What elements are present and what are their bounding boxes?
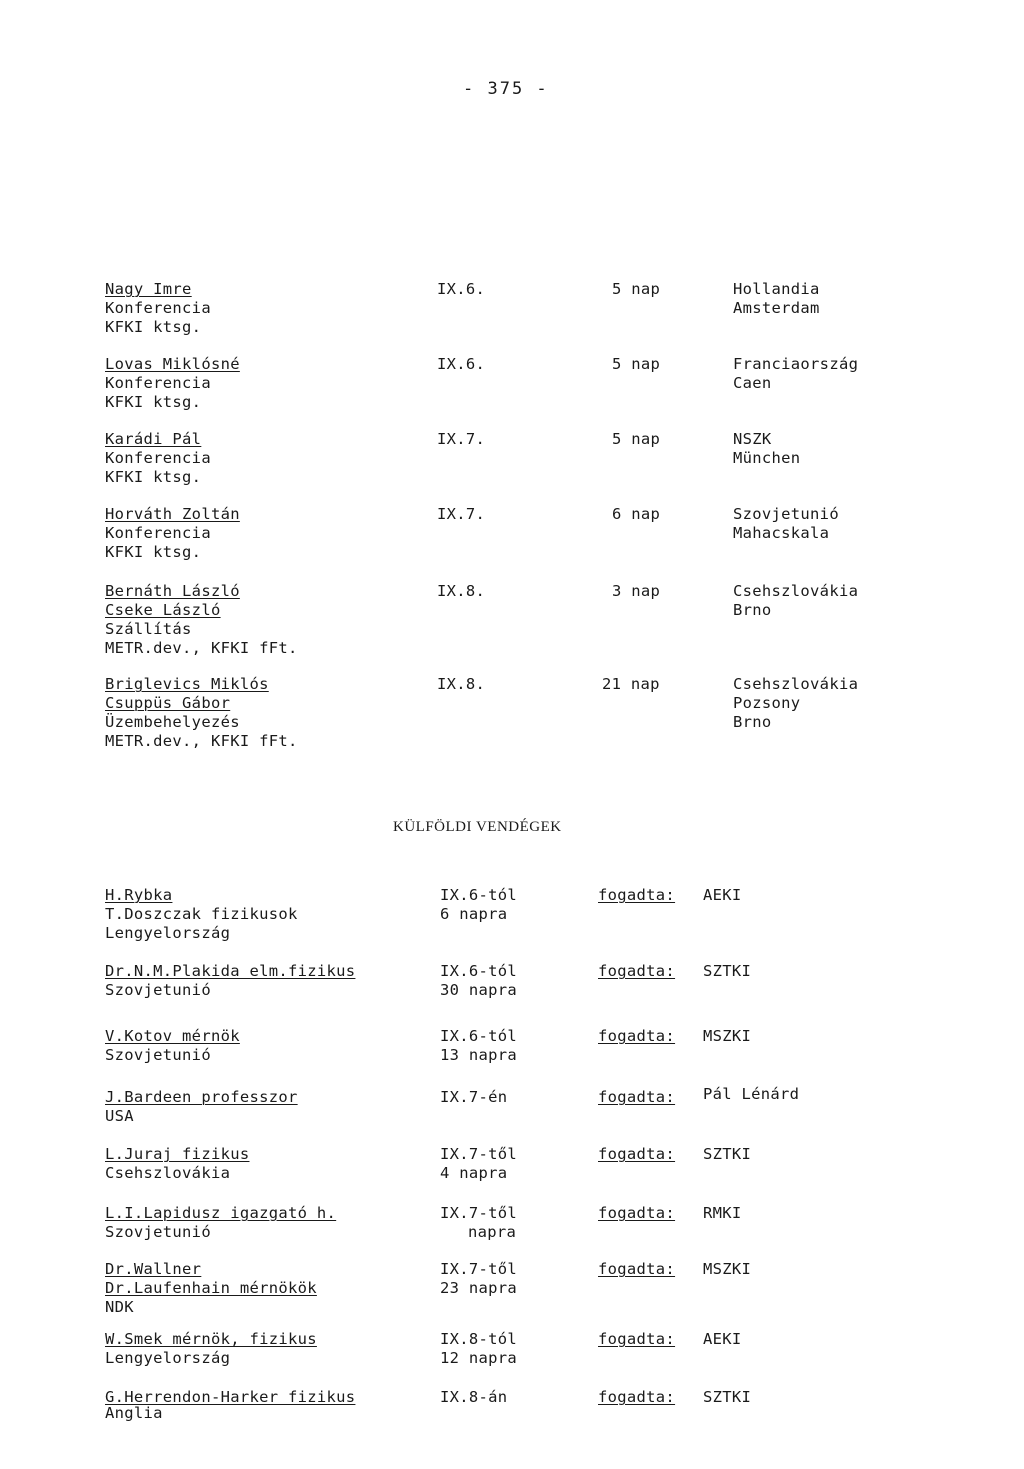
- guest-name: [105, 1145, 249, 1164]
- trip-duration: 5 nap: [612, 355, 661, 373]
- trip-purpose: Konferencia: [105, 299, 211, 317]
- trip-date: IX.7.: [437, 430, 486, 448]
- guest-name-text: Dr.N.M.Plakida elm.fizikus: [105, 962, 356, 980]
- host-value: MSZKI: [703, 1027, 752, 1045]
- trip-country: NSZK: [733, 430, 772, 448]
- trip-duration: 3 nap: [612, 582, 661, 600]
- guest-name-text: L.I.Lapidusz igazgató h.: [105, 1204, 337, 1222]
- guest-stay: 4 napra: [440, 1164, 508, 1182]
- guest-date: IX.6-tól: [440, 886, 518, 904]
- guest-date: IX.7-től: [440, 1204, 518, 1222]
- host-label: fogadta:: [598, 1088, 676, 1106]
- trip-city: Brno: [733, 601, 772, 619]
- trip-person: Csuppüs Gábor: [105, 694, 231, 712]
- trip-date: IX.8.: [437, 675, 486, 693]
- trip-funding: METR.dev., KFKI fFt.: [105, 639, 298, 657]
- host-label: fogadta:: [598, 1027, 676, 1045]
- trip-duration: 5 nap: [612, 430, 661, 448]
- trip-city: Caen: [733, 374, 772, 392]
- guest-stay: 30 napra: [440, 981, 518, 999]
- guest-name-text: Dr.Laufenhain mérnökök: [105, 1279, 317, 1297]
- host-value: Pál Lénárd: [703, 1085, 800, 1103]
- host-value: MSZKI: [703, 1260, 752, 1278]
- guest-name: J.Bardeen professzor: [105, 1088, 298, 1106]
- trip-city: Amsterdam: [733, 299, 820, 317]
- trip-purpose: Szállítás: [105, 620, 192, 638]
- trip-date: IX.7.: [437, 505, 486, 523]
- guest-name: H.Rybka: [105, 886, 173, 904]
- guest-stay: 23 napra: [440, 1279, 518, 1297]
- trip-funding: KFKI ktsg.: [105, 393, 202, 411]
- guest-country: Anglia: [105, 1404, 163, 1422]
- host-label: fogadta:: [598, 1388, 676, 1406]
- trip-person: Bernáth László: [105, 582, 240, 600]
- trip-date: IX.6.: [437, 280, 486, 298]
- trip-country: Franciaország: [733, 355, 859, 373]
- trip-country: Szovjetunió: [733, 505, 839, 523]
- trip-person: Karádi Pál: [105, 430, 202, 448]
- trip-city: München: [733, 449, 801, 467]
- host-value: AEKI: [703, 886, 742, 904]
- trip-duration: 5 nap: [612, 280, 661, 298]
- guest-country: Lengyelország: [105, 924, 231, 942]
- trip-city: Mahacskala: [733, 524, 830, 542]
- trip-person: Lovas Miklósné: [105, 355, 240, 373]
- guest-name-text: W.Smek mérnök, fizikus: [105, 1330, 317, 1348]
- guest-country: Szovjetunió: [105, 981, 211, 999]
- host-value: SZTKI: [703, 1388, 752, 1406]
- guest-country: NDK: [105, 1298, 134, 1316]
- guest-name-text: L.Juraj fizikus: [105, 1145, 250, 1163]
- trip-country: Csehszlovákia: [733, 675, 859, 693]
- trip-funding: METR.dev., KFKI fFt.: [105, 732, 298, 750]
- host-label: fogadta:: [598, 886, 676, 904]
- trip-date: IX.8.: [437, 582, 486, 600]
- section-title: KÜLFÖLDI VENDÉGEK: [393, 819, 562, 835]
- guest-date: IX.7-én: [440, 1088, 508, 1106]
- guest-date: IX.7-től: [440, 1145, 518, 1163]
- guest-stay: 12 napra: [440, 1349, 518, 1367]
- trip-funding: KFKI ktsg.: [105, 543, 202, 561]
- guest-name: [105, 1279, 317, 1298]
- guest-date: IX.6-tól: [440, 962, 518, 980]
- guest-country: Csehszlovákia: [105, 1164, 231, 1182]
- guest-name: [105, 1027, 240, 1046]
- guest-country: Szovjetunió: [105, 1046, 211, 1064]
- host-label: fogadta:: [598, 962, 676, 980]
- guest-date: IX.8-tól: [440, 1330, 518, 1348]
- trip-date: IX.6.: [437, 355, 486, 373]
- guest-date: IX.8-án: [440, 1388, 508, 1406]
- trip-person: Horváth Zoltán: [105, 505, 240, 523]
- trip-country: Csehszlovákia: [733, 582, 859, 600]
- trip-duration: 6 nap: [612, 505, 661, 523]
- trip-purpose: Üzembehelyezés: [105, 713, 240, 731]
- host-label: fogadta:: [598, 1330, 676, 1348]
- host-value: SZTKI: [703, 962, 752, 980]
- host-value: RMKI: [703, 1204, 742, 1222]
- page-number: - 375 -: [463, 79, 549, 99]
- guest-country: Lengyelország: [105, 1349, 231, 1367]
- host-label: fogadta:: [598, 1204, 676, 1222]
- trip-country: Hollandia: [733, 280, 820, 298]
- guest-name-text: V.Kotov mérnök: [105, 1027, 240, 1045]
- host-label: fogadta:: [598, 1145, 676, 1163]
- trip-person: Briglevics Miklós: [105, 675, 269, 693]
- guest-name: [105, 1204, 336, 1223]
- trip-person: Cseke László: [105, 601, 221, 619]
- trip-funding: KFKI ktsg.: [105, 318, 202, 336]
- trip-purpose: Konferencia: [105, 374, 211, 392]
- guest-date: IX.6-tól: [440, 1027, 518, 1045]
- host-value: AEKI: [703, 1330, 742, 1348]
- guest-stay: 6 napra: [440, 905, 508, 923]
- guest-name-text: G.Herrendon-Harker fizikus: [105, 1388, 356, 1406]
- trip-purpose: Konferencia: [105, 449, 211, 467]
- guest-detail: T.Doszczak fizikusok: [105, 905, 298, 923]
- trip-funding: KFKI ktsg.: [105, 468, 202, 486]
- trip-duration: 21 nap: [602, 675, 660, 693]
- trip-city: Pozsony: [733, 694, 801, 712]
- guest-name: Dr.Wallner: [105, 1260, 202, 1278]
- guest-date: IX.7-től: [440, 1260, 518, 1278]
- guest-stay: napra: [468, 1223, 517, 1241]
- host-label: fogadta:: [598, 1260, 676, 1278]
- guest-country: Szovjetunió: [105, 1223, 211, 1241]
- trip-city: Brno: [733, 713, 772, 731]
- guest-country: USA: [105, 1107, 134, 1125]
- host-value: SZTKI: [703, 1145, 752, 1163]
- guest-name: [105, 1330, 317, 1349]
- trip-person: Nagy Imre: [105, 280, 192, 298]
- guest-name: [105, 962, 355, 981]
- trip-purpose: Konferencia: [105, 524, 211, 542]
- guest-stay: 13 napra: [440, 1046, 518, 1064]
